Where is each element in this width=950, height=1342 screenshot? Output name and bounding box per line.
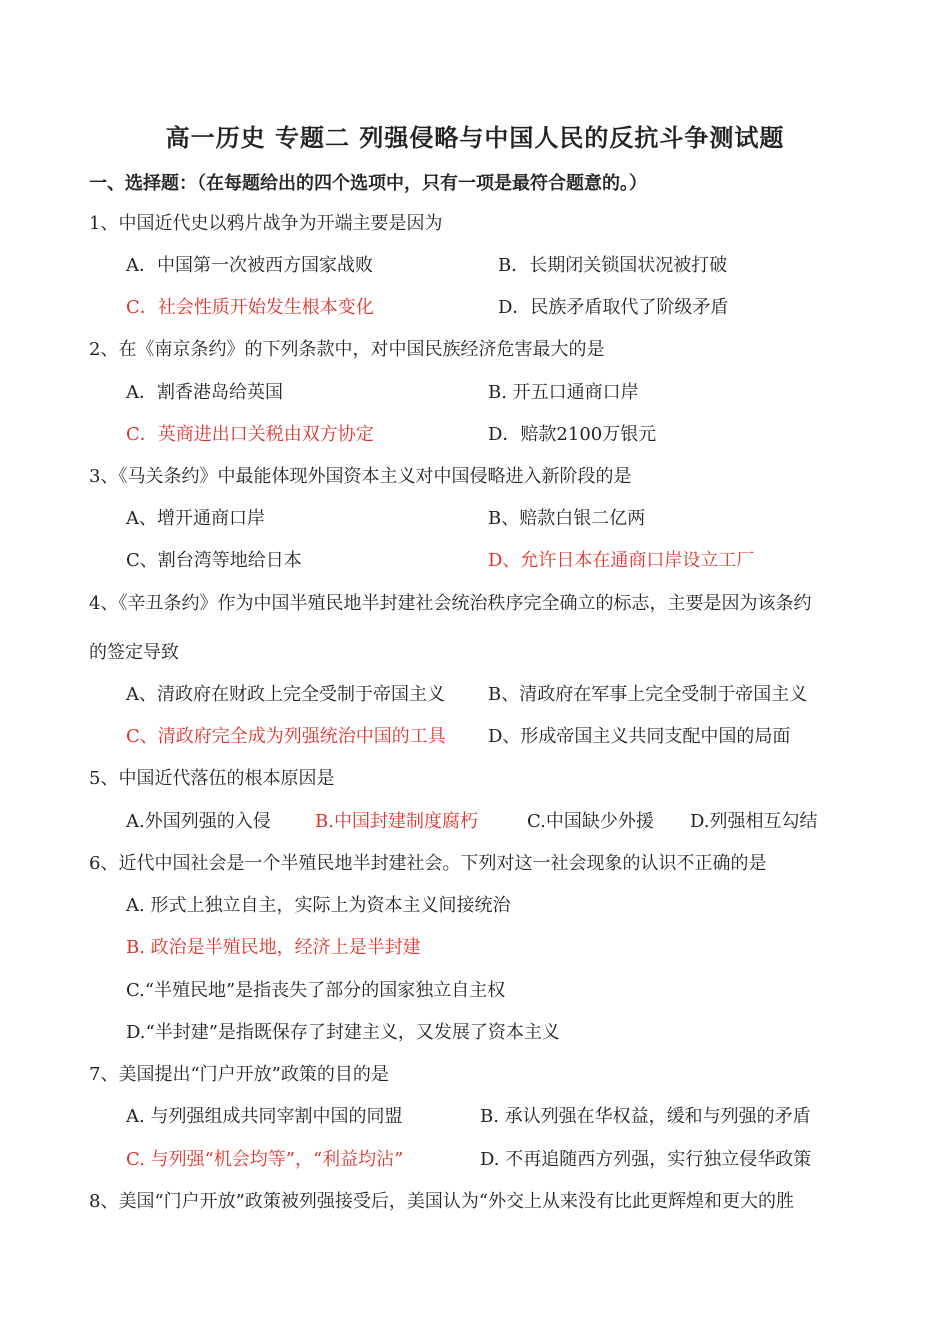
question-7-option-d: D. 不再追随西方列强，实行独立侵华政策 <box>480 1149 812 1170</box>
question-4-option-c-answer: C、清政府完全成为列强统治中国的工具 <box>126 726 446 747</box>
question-6-option-c: C.“半殖民地”是指丧失了部分的国家独立自主权 <box>126 980 506 1001</box>
question-3-stem: 3、《马关条约》中最能体现外国资本主义对中国侵略进入新阶段的是 <box>89 466 632 487</box>
question-7-option-c-answer: C. 与列强“机会均等”，“利益均沾” <box>126 1149 404 1170</box>
question-1-option-d: D．民族矛盾取代了阶级矛盾 <box>498 297 729 318</box>
question-2-option-d: D．赔款2100万银元 <box>488 424 657 445</box>
question-6-stem: 6、近代中国社会是一个半殖民地半封建社会。下列对这一社会现象的认识不正确的是 <box>89 853 767 874</box>
question-3-option-a: A、增开通商口岸 <box>126 508 265 529</box>
question-3-option-b: B、赔款白银二亿两 <box>488 508 646 529</box>
question-7-stem: 7、美国提出“门户开放”政策的目的是 <box>89 1064 389 1085</box>
question-2-option-a: A．割香港岛给英国 <box>126 382 283 403</box>
question-6-option-a: A. 形式上独立自主，实际上为资本主义间接统治 <box>126 895 511 916</box>
question-2-stem: 2、在《南京条约》的下列条款中，对中国民族经济危害最大的是 <box>89 339 605 360</box>
question-1-option-a: A．中国第一次被西方国家战败 <box>126 255 373 276</box>
question-5-option-c: C.中国缺少外援 <box>527 811 654 832</box>
question-6-option-d: D.“半封建”是指既保存了封建主义，又发展了资本主义 <box>126 1022 560 1043</box>
question-5-option-b-answer: B.中国封建制度腐朽 <box>315 811 478 832</box>
question-1-option-b: B．长期闭关锁国状况被打破 <box>498 255 728 276</box>
question-4-option-a: A、清政府在财政上完全受制于帝国主义 <box>126 684 445 705</box>
question-4-option-b: B、清政府在军事上完全受制于帝国主义 <box>488 684 808 705</box>
question-8-stem: 8、美国“门户开放”政策被列强接受后，美国认为“外交上从来没有比此更辉煌和更大的胜 <box>89 1191 795 1212</box>
question-6-option-b-answer: B. 政治是半殖民地，经济上是半封建 <box>126 937 421 958</box>
section-heading: 一、选择题：（在每题给出的四个选项中，只有一项是最符合题意的。） <box>89 173 647 194</box>
question-7-option-a: A. 与列强组成共同宰割中国的同盟 <box>126 1106 403 1127</box>
question-5-option-d: D.列强相互勾结 <box>690 811 818 832</box>
question-5-stem: 5、中国近代落伍的根本原因是 <box>89 768 335 789</box>
question-7-option-b: B. 承认列强在华权益，缓和与列强的矛盾 <box>480 1106 811 1127</box>
question-1-stem: 1、中国近代史以鸦片战争为开端主要是因为 <box>89 213 443 234</box>
question-5-option-a: A.外国列强的入侵 <box>126 811 271 832</box>
question-1-option-c-answer: C．社会性质开始发生根本变化 <box>126 297 374 318</box>
question-3-option-c: C、割台湾等地给日本 <box>126 550 302 571</box>
question-3-option-d-answer: D、允许日本在通商口岸设立工厂 <box>488 550 755 571</box>
question-2-option-b: B. 开五口通商口岸 <box>488 382 639 403</box>
question-4-option-d: D、形成帝国主义共同支配中国的局面 <box>488 726 791 747</box>
document-title: 高一历史 专题二 列强侵略与中国人民的反抗斗争测试题 <box>165 124 785 152</box>
question-4-stem-continued: 的签定导致 <box>89 642 179 663</box>
question-2-option-c-answer: C．英商进出口关税由双方协定 <box>126 424 374 445</box>
question-4-stem: 4、《辛丑条约》作为中国半殖民地半封建社会统治秩序完全确立的标志，主要是因为该条约 <box>89 593 812 614</box>
